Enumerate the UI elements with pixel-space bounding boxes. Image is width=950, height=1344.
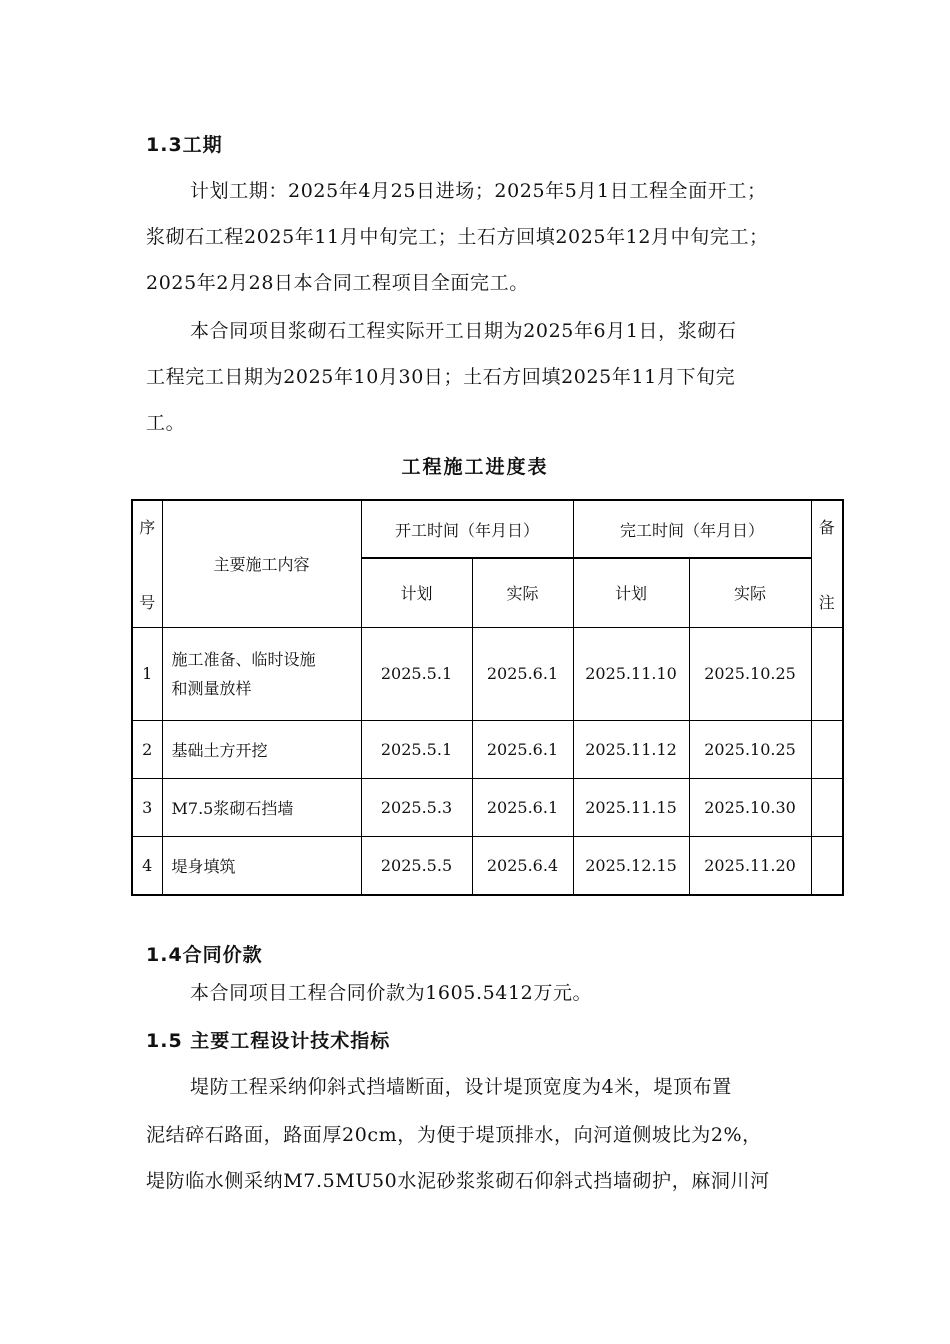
finish-plan-header: 计划 [573,558,689,627]
seq-header-bottom: 号 [139,592,156,612]
actual-dates-paragraph-line: 工。 [146,412,186,434]
finish-actual-cell: 2025.10.30 [689,778,811,836]
finish-actual-cell: 2025.10.25 [689,627,811,720]
row-content-line: 施工准备、临时设施 [171,649,316,669]
finish-actual-cell: 2025.11.20 [689,836,811,895]
row-number: 4 [132,836,162,895]
design-spec-paragraph-line: 堤防工程采纳仰斜式挡墙断面，设计堤顶宽度为4米，堤顶布置 [190,1076,732,1098]
note-cell [811,778,843,836]
note-header [811,500,843,627]
start-plan-cell: 2025.5.3 [361,778,472,836]
row-number: 2 [132,720,162,778]
row-content-line: 和测量放样 [171,678,252,698]
finish-plan-cell: 2025.11.10 [573,627,689,720]
schedule-paragraph-line: 计划工期：2025年4月25日进场；2025年5月1日工程全面开工； [190,180,767,202]
finish-actual-cell: 2025.10.25 [689,720,811,778]
start-actual-cell: 2025.6.1 [472,720,573,778]
start-plan-cell: 2025.5.1 [361,627,472,720]
section-1-4-heading: 1.4合同价款 [146,944,263,966]
row-content: 基础土方开挖 [162,720,361,778]
schedule-table [131,499,844,896]
table-title: 工程施工进度表 [401,456,549,478]
design-spec-paragraph-line: 堤防临水侧采纳M7.5MU50水泥砂浆浆砌石仰斜式挡墙砌护，麻洞川河 [146,1170,770,1192]
note-cell [811,627,843,720]
section-1-5-heading: 1.5 主要工程设计技术指标 [146,1030,391,1052]
note-cell [811,720,843,778]
start-plan-cell: 2025.5.1 [361,720,472,778]
design-spec-paragraph-line: 泥结碎石路面，路面厚20cm，为便于堤顶排水，向河道侧坡比为2%， [146,1124,762,1146]
contract-price-paragraph: 本合同项目工程合同价款为1605.5412万元。 [190,982,593,1004]
seq-header-top: 序 [139,518,156,537]
start-plan-cell: 2025.5.5 [361,836,472,895]
row-number: 3 [132,778,162,836]
row-number: 1 [132,627,162,720]
finish-plan-cell: 2025.11.15 [573,778,689,836]
finish-time-header: 完工时间（年月日） [573,500,811,558]
finish-actual-header: 实际 [689,558,811,627]
table-row [132,836,843,895]
actual-dates-paragraph-line: 工程完工日期为2025年10月30日；土石方回填2025年11月下旬完 [146,366,736,388]
finish-plan-cell: 2025.12.15 [573,836,689,895]
section-1-3-heading: 1.3工期 [146,134,223,156]
row-content [162,627,361,720]
start-plan-header: 计划 [361,558,472,627]
table-row [132,778,843,836]
row-content: M7.5浆砌石挡墙 [162,778,361,836]
schedule-paragraph-line: 2025年2月28日本合同工程项目全面完工。 [146,272,529,294]
note-header-top: 备 [818,518,835,537]
actual-dates-paragraph-line: 本合同项目浆砌石工程实际开工日期为2025年6月1日，浆砌石 [190,320,737,342]
start-actual-cell: 2025.6.1 [472,627,573,720]
content-header: 主要施工内容 [162,500,361,627]
start-actual-cell: 2025.6.4 [472,836,573,895]
row-content: 堤身填筑 [162,836,361,895]
note-header-bottom: 注 [818,592,835,612]
start-actual-cell: 2025.6.1 [472,778,573,836]
note-cell [811,836,843,895]
seq-header [132,500,162,627]
table-row [132,627,843,720]
table-header-row [132,500,843,558]
schedule-paragraph-line: 浆砌石工程2025年11月中旬完工；土石方回填2025年12月中旬完工； [146,226,769,248]
start-actual-header: 实际 [472,558,573,627]
start-time-header: 开工时间（年月日） [361,500,573,558]
table-row [132,720,843,778]
finish-plan-cell: 2025.11.12 [573,720,689,778]
